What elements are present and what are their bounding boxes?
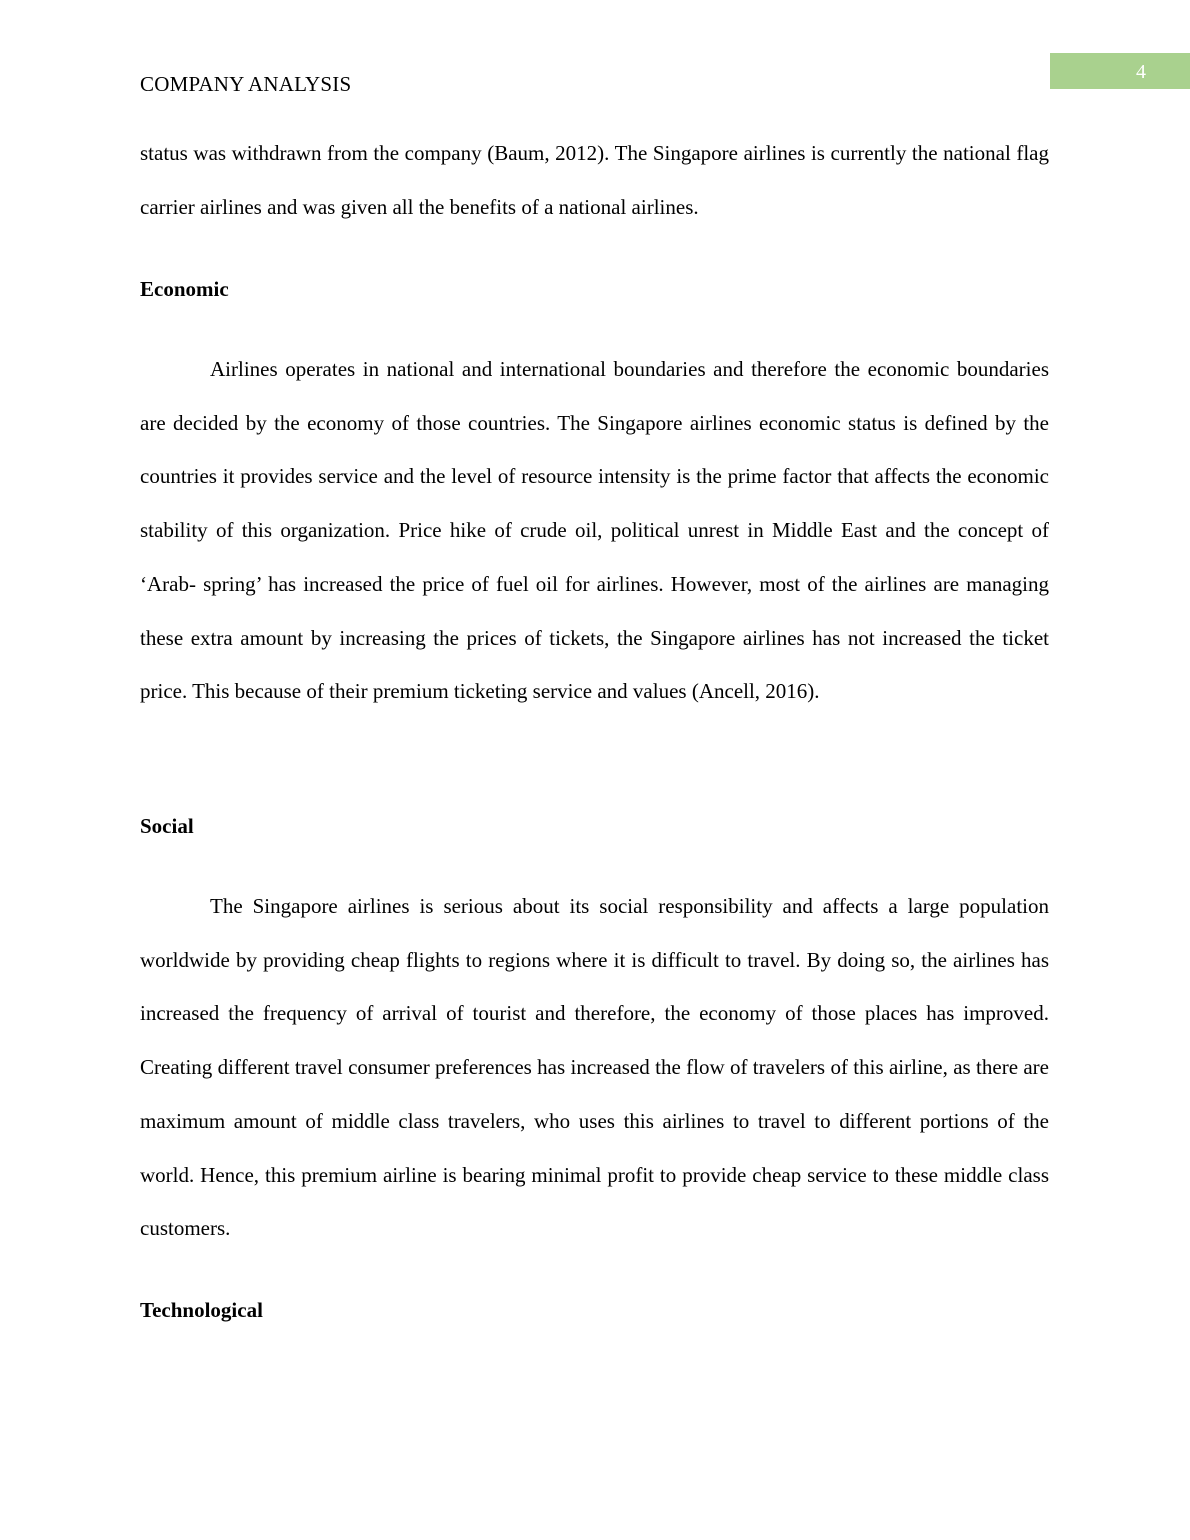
technological-heading: Technological — [140, 1298, 263, 1322]
economic-heading: Economic — [140, 277, 229, 301]
economic-paragraph: Airlines operates in national and international boundaries and therefore the economic boundaries are decided by the economy of those countries. The Singapore airlines economic status is defined by the countries it provides service and the level of resource intensity is the prime factor that affects the economic stability of this organization. Price hike of crude oil, political unrest in Middle East and the concept of ‘Arab- spring’ has increased the price of fuel oil for airlines. However, most of the airlines are managing these extra amount by increasing the prices of tickets, the Singapore airlines has not increased the ticket price. This because of their premium ticketing service and values (Ancell, 2016). — [140, 357, 1049, 704]
page-number-box — [1050, 53, 1190, 89]
intro-paragraph: status was withdrawn from the company (Baum, 2012). The Singapore airlines is currently the national flag carrier airlines and was given all the benefits of a national airlines. — [140, 141, 1049, 219]
running-head: COMPANY ANALYSIS — [140, 72, 352, 96]
social-paragraph: The Singapore airlines is serious about its social responsibility and affects a large population worldwide by providing cheap flights to regions where it is difficult to travel. By doing so, the airlines has increased the frequency of arrival of tourist and therefore, the economy of those places has improved. Creating different travel consumer preferences has increased the flow of travelers of this airline, as there are maximum amount of middle class travelers, who uses this airlines to travel to different portions of the world. Hence, this premium airline is bearing minimal profit to provide cheap service to these middle class customers. — [140, 894, 1049, 1241]
social-heading: Social — [140, 814, 194, 838]
page-number: 4 — [1136, 61, 1146, 83]
